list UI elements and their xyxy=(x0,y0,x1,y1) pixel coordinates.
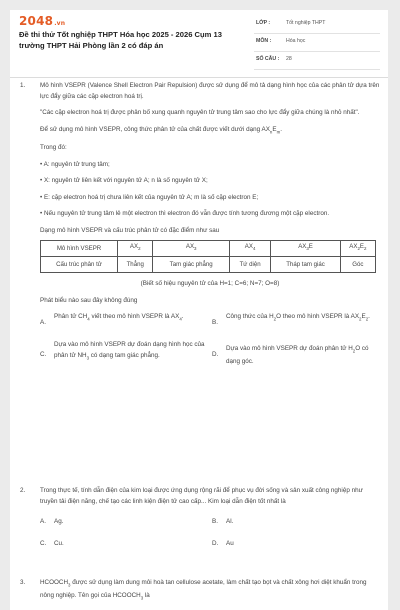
meta-count-row xyxy=(254,52,380,70)
question-quote: "Các cặp electron hoá trị được phân bố xung quanh nguyên tử trung tâm sao cho lực đẩy giữa chúng là nhỏ nhất". xyxy=(40,109,360,116)
bullet-item: • E: cặp electron hoá trị chưa liên kết của nguyên tử A; m là số cặp electron E; xyxy=(40,193,259,201)
option-b[interactable] xyxy=(212,517,377,528)
option-letter: D. xyxy=(212,351,219,359)
meta-class-label: LỚP : xyxy=(256,20,271,26)
question-2 xyxy=(20,486,380,561)
table-cell: Tam giác phẳng xyxy=(153,257,229,273)
option-text: Cu. xyxy=(54,540,64,547)
site-logo[interactable]: 2048.vn xyxy=(19,14,66,28)
option-letter: D. xyxy=(212,540,219,547)
table-intro: Dạng mô hình VSEPR và cấu trúc phân tử có đặc điểm như sau xyxy=(40,226,220,234)
meta-class-value: Tốt nghiệp THPT xyxy=(286,20,326,26)
option-text: Dựa vào mô hình VSEPR dự đoán phân tử $H_2O$ có dạng góc. xyxy=(226,345,369,365)
question-number: 2. xyxy=(20,487,26,494)
bullet-item: • X: nguyên tử liên kết với nguyên tử A; n là số nguyên tử X; xyxy=(40,177,208,185)
answer-options xyxy=(40,312,380,372)
table-cell: Tháp tam giác xyxy=(271,257,340,273)
option-text: Ag. xyxy=(54,518,64,525)
option-text: Công thức của $H_2O$ theo mô hình VSEPR là $AX_2E_2$. xyxy=(226,313,370,322)
option-letter: A. xyxy=(40,518,46,525)
meta-subject-value: Hóa học xyxy=(286,38,306,44)
question-text: $HCOOCH_3$ được sử dụng làm dung môi hoà tan cellulose acetate, làm chất tạo bọt và chất xông hơi diệt khuẩn trong nông nghiệp. Tên gọi của $HCOOCH_3$ là xyxy=(40,579,367,600)
meta-count-label: SỐ CÂU : xyxy=(256,56,280,62)
table-row xyxy=(41,241,376,257)
table-cell: $AX_4$ xyxy=(229,241,270,257)
option-text: Phân tử $CH_4$ viết theo mô hình VSEPR là $AX_4$. xyxy=(54,313,184,322)
question-3 xyxy=(20,578,380,610)
option-d[interactable] xyxy=(212,539,377,550)
option-text: Al. xyxy=(226,518,234,525)
vsepr-table xyxy=(40,240,376,273)
table-cell: $AX_2E_2$ xyxy=(340,241,375,257)
question-text: Trong thực tế, tính dẫn điện của kim loại được ứng dụng rộng rãi để phục vụ đời sống và sản xuất công nghiệp như truyền tải điện năng, chế tạo các linh kiện điện tử cao cấp... Kim loại dẫn điện tốt nhất là xyxy=(40,487,363,505)
option-a[interactable] xyxy=(40,517,205,528)
question-number: 3. xyxy=(20,579,26,586)
exam-header xyxy=(10,10,388,72)
exam-title: Đề thi thử Tốt nghiệp THPT Hóa học 2025 - 2026 Cụm 13 trường THPT Hải Phòng lần 2 có đáp án xyxy=(19,30,222,50)
meta-subject-label: MÔN : xyxy=(256,38,272,44)
question-number: 1. xyxy=(20,82,26,89)
table-cell: $AX_3E$ xyxy=(271,241,340,257)
option-letter: B. xyxy=(212,319,218,327)
option-letter: A. xyxy=(40,319,46,327)
meta-subject-row xyxy=(254,34,380,52)
table-cell: Thẳng xyxy=(118,257,153,273)
answer-options xyxy=(40,513,380,561)
meta-class-row xyxy=(254,16,380,34)
exam-meta xyxy=(254,16,380,70)
header-divider xyxy=(10,77,388,78)
table-header-cell: Mô hình VSEPR xyxy=(41,241,118,257)
atomic-number-note: (Biết số hiệu nguyên tử của H=1; C=6; N=7; O=8) xyxy=(140,280,280,288)
question-formula: Để sử dụng mô hình VSEPR, công thức phân tử của chất được viết dưới dạng $AX_nE_m$. xyxy=(40,125,282,134)
option-b[interactable] xyxy=(212,312,377,325)
table-cell: Tứ diện xyxy=(229,257,270,273)
meta-count-value: 28 xyxy=(286,56,292,62)
option-d[interactable] xyxy=(212,344,377,367)
question-1 xyxy=(20,81,380,372)
question-prompt: Phát biểu nào sau đây không đúng xyxy=(40,296,138,304)
bullet-item: • Nếu nguyên tử trung tâm lẻ một electron thì electron đó vẫn được tính tương đương một cặp electron. xyxy=(40,210,330,218)
option-letter: C. xyxy=(40,540,47,547)
option-c[interactable] xyxy=(40,539,205,550)
table-cell: $AX_3$ xyxy=(153,241,229,257)
option-text: Dựa vào mô hình VSEPR dự đoán dạng hình học của phân tử $NH_3$ có dạng tam giác phẳng. xyxy=(54,341,205,360)
trong-do-label: Trong đó: xyxy=(40,144,67,152)
table-row xyxy=(41,257,376,273)
option-letter: C. xyxy=(40,351,47,359)
exam-page xyxy=(10,10,388,610)
option-a[interactable] xyxy=(40,312,205,325)
table-cell: $AX_2$ xyxy=(118,241,153,257)
option-letter: B. xyxy=(212,518,218,525)
option-c[interactable] xyxy=(40,340,205,363)
bullet-item: • A: nguyên tử trung tâm; xyxy=(40,160,110,168)
question-intro: Mô hình VSEPR (Valence Shell Electron Pair Repulsion) được sử dụng để mô tả dạng hình học của các phân tử dựa trên lực đẩy giữa các cặp electron hoá trị. xyxy=(40,82,380,100)
table-cell: Góc xyxy=(340,257,375,273)
table-header-cell: Cấu trúc phân tử xyxy=(41,257,118,273)
option-text: Au xyxy=(226,540,234,547)
